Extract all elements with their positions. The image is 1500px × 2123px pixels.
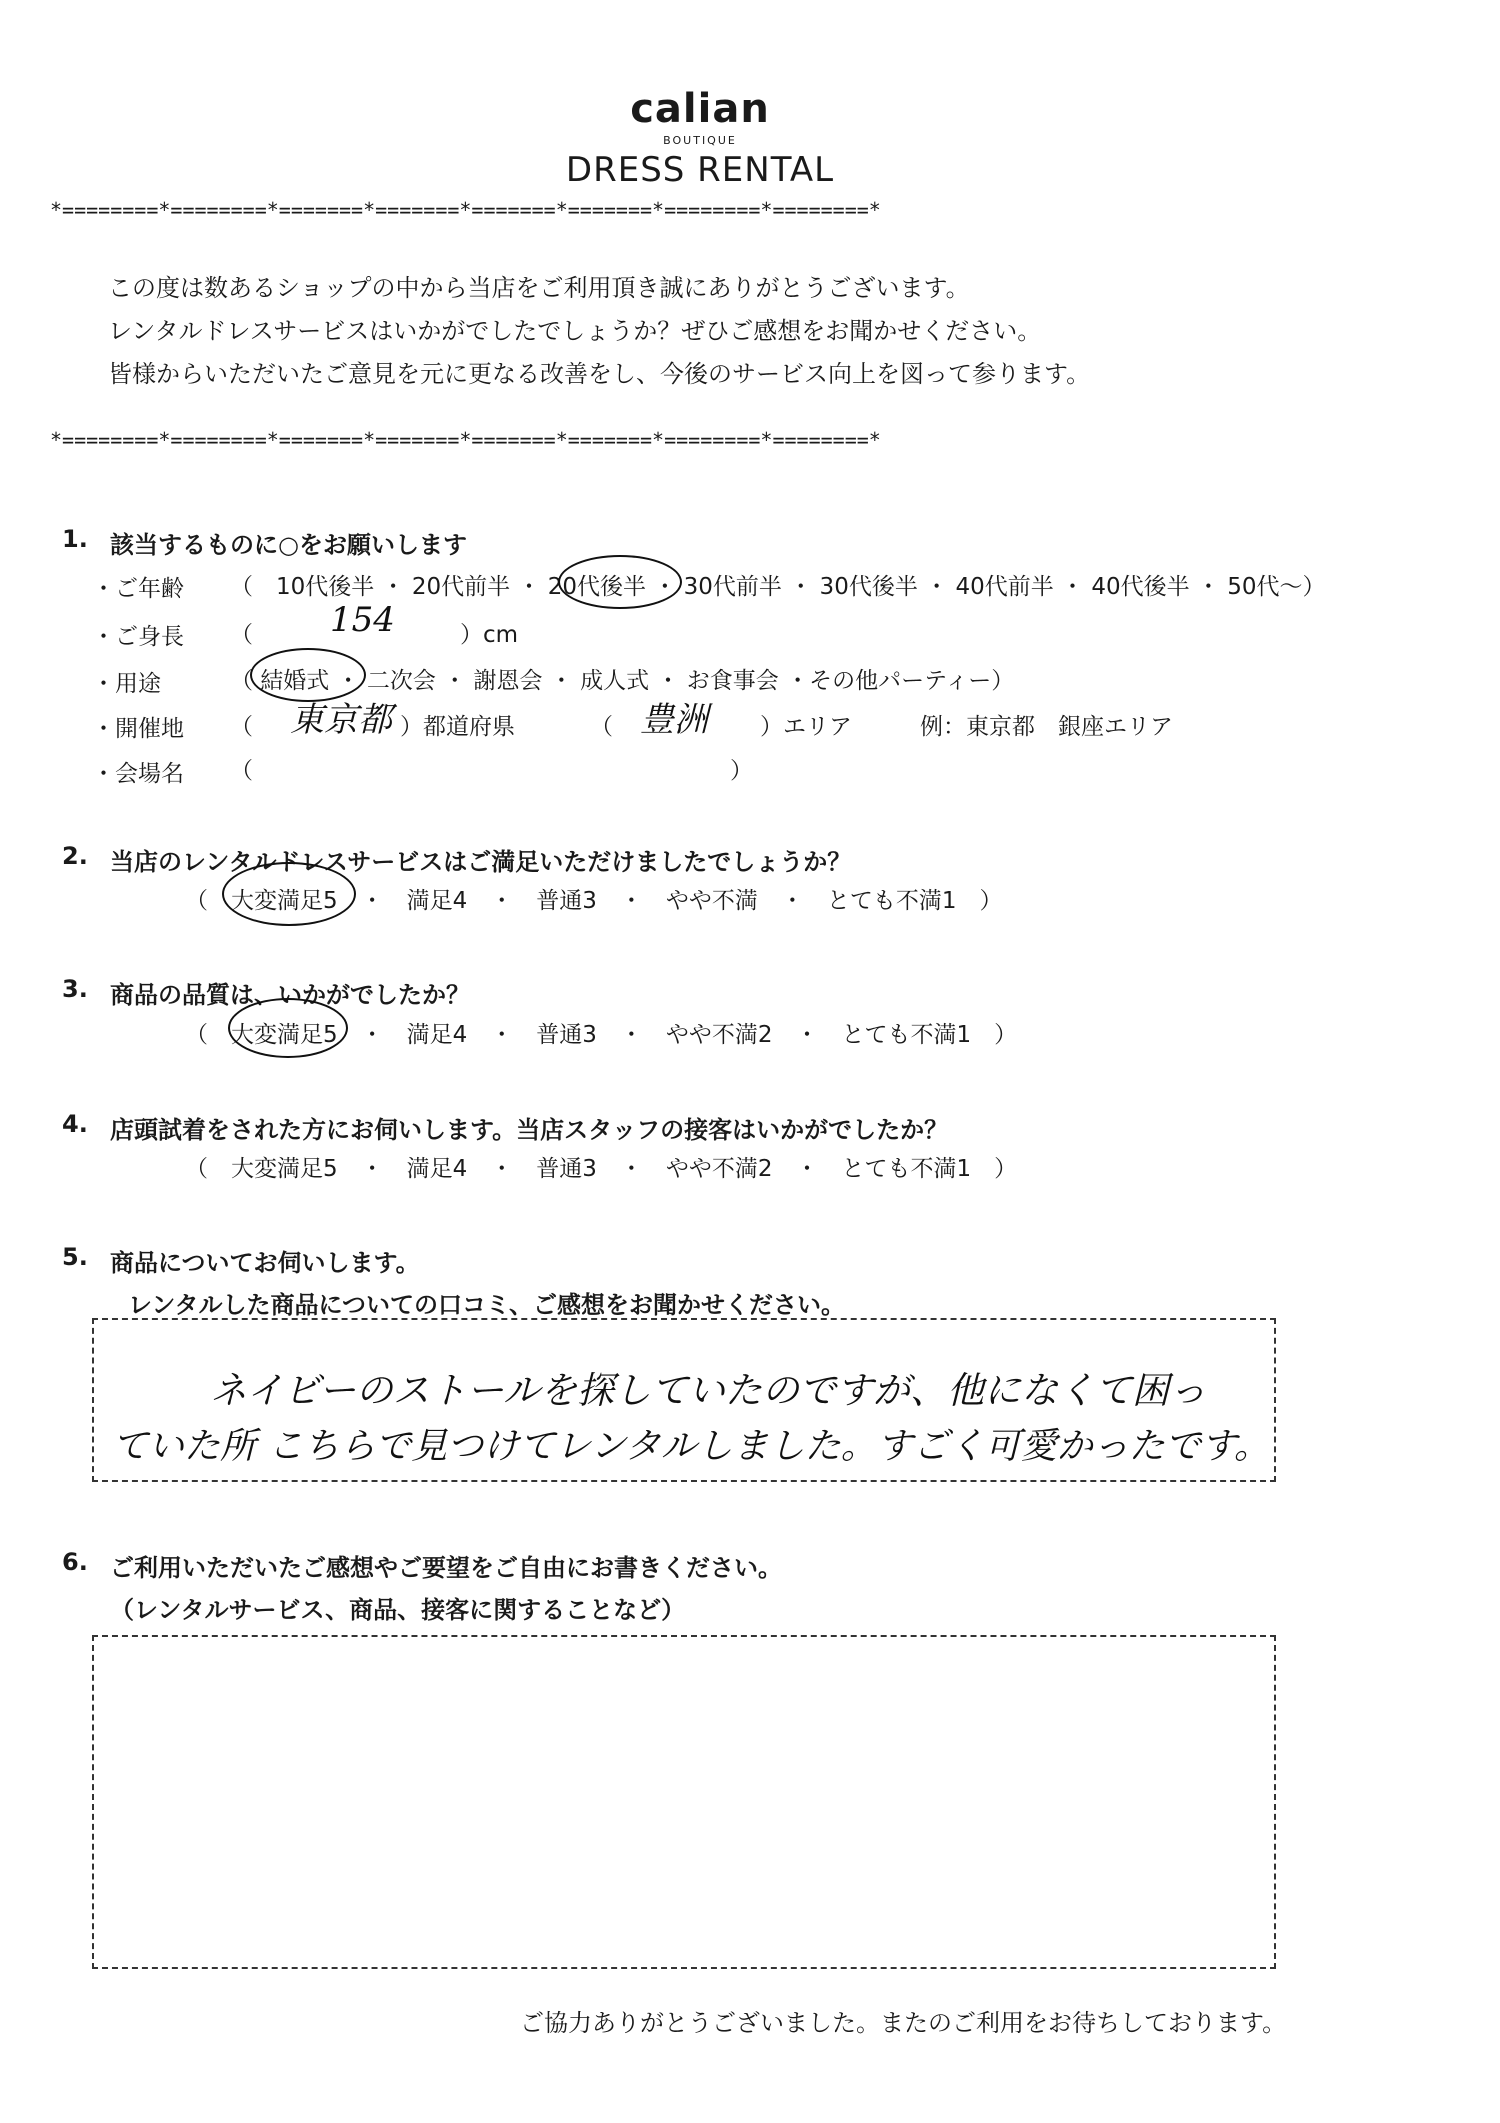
venue-example: 例：東京都 銀座エリア	[920, 714, 1173, 740]
height-unit: ）cm	[460, 622, 519, 648]
separator-bottom: *========*========*=======*=======*=======*=======*========*========*	[50, 428, 881, 452]
venue-area-suffix: ）エリア	[760, 714, 852, 740]
height-value: 154	[330, 600, 395, 640]
separator-top: *========*========*=======*=======*=======*=======*========*========*	[50, 198, 881, 222]
brand-sub: BOUTIQUE	[663, 134, 737, 147]
intro-line-2: レンタルドレスサービスはいかがでしたでしょうか？ぜひご感想をお聞かせください。	[108, 317, 1042, 345]
footer-thanks: ご協力ありがとうございました。またのご利用をお待ちしております。	[520, 2009, 1287, 2037]
q4-options: （ 大変満足5 ・ 満足4 ・ 普通3 ・ やや不満2 ・ とても不満1 ）	[185, 1156, 1018, 1182]
brand-name: DRESS RENTAL	[565, 150, 835, 190]
q3-title: 商品の品質は、いかがでしたか？	[110, 981, 470, 1009]
q2-selection-circle	[222, 862, 356, 926]
q3-options: （ 大変満足5 ・ 満足4 ・ 普通3 ・ やや不満2 ・ とても不満1 ）	[185, 1022, 1018, 1048]
q6-answer-box	[92, 1635, 1276, 1969]
q5-answer-line-1: ネイビーのストールを探していたのですが、他になくて困っ	[210, 1369, 1207, 1412]
q2-title: 当店のレンタルドレスサービスはご満足いただけましたでしょうか？	[110, 848, 852, 876]
q3-number: 3.	[62, 975, 88, 1003]
q5-answer-line-2: ていた所 こちらで見つけてレンタルしました。すごく可愛かったです。	[112, 1426, 1270, 1467]
q6-number: 6.	[62, 1548, 88, 1576]
venue-pref-suffix: ）都道府県	[400, 714, 515, 740]
age-options: （ 10代後半 ・ 20代前半 ・ 20代後半 ・ 30代前半 ・ 30代後半 ・ 40代前半 ・ 40代後半 ・ 50代〜）	[230, 574, 1326, 600]
q1-number: 1.	[62, 525, 88, 553]
venue-prefecture: 東京都	[290, 700, 392, 740]
brand-logo: calian	[630, 86, 770, 132]
age-selection-circle	[558, 555, 682, 609]
q6-subtitle: （レンタルサービス、商品、接客に関することなど）	[110, 1596, 686, 1624]
height-open: （	[230, 622, 253, 648]
purpose-options: （ 結婚式 ・ 二次会 ・ 謝恩会 ・ 成人式 ・ お食事会 ・その他パーティー）	[230, 668, 1015, 694]
intro-line-1: この度は数あるショップの中から当店をご利用頂き誠にありがとうございます。	[108, 274, 970, 302]
q6-title: ご利用いただいたご感想やご要望をご自由にお書きください。	[110, 1554, 782, 1582]
intro-line-3: 皆様からいただいたご意見を元に更なる改善をし、今後のサービス向上を図って参ります。	[108, 360, 1091, 388]
height-label: ・ご身長	[92, 624, 184, 650]
q1-title: 該当するものに○をお願いします	[110, 531, 467, 559]
q5-subtitle: レンタルした商品についての口コミ、ご感想をお聞かせください。	[128, 1291, 845, 1319]
q5-title: 商品についてお伺いします。	[110, 1249, 420, 1277]
venue-area: 豊洲	[640, 700, 708, 740]
q2-options: （ 大変満足5 ・ 満足4 ・ 普通3 ・ やや不満 ・ とても不満1 ）	[185, 888, 1003, 914]
q4-title: 店頭試着をされた方にお伺いします。当店スタッフの接客はいかがでしたか？	[110, 1116, 949, 1144]
hall-open: （	[230, 758, 253, 784]
hall-close: ）	[730, 758, 753, 784]
q2-number: 2.	[62, 842, 88, 870]
age-label: ・ご年齢	[92, 576, 184, 602]
venue-label: ・開催地	[92, 716, 184, 742]
q3-selection-circle	[228, 998, 348, 1058]
purpose-label: ・用途	[92, 671, 161, 697]
venue-area-open: （	[590, 714, 613, 740]
q4-number: 4.	[62, 1110, 88, 1138]
hall-label: ・会場名	[92, 761, 184, 787]
q5-number: 5.	[62, 1243, 88, 1271]
venue-open: （	[230, 714, 253, 740]
